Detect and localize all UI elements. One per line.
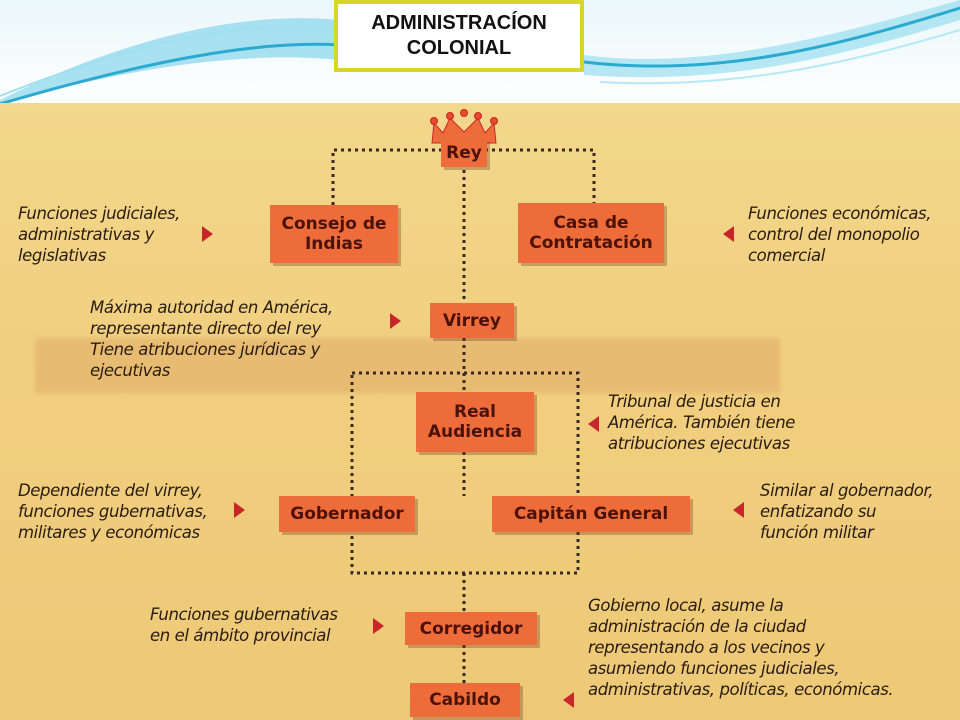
note-line: en el ámbito provincial <box>150 626 331 645</box>
arrow-right-icon <box>390 313 401 329</box>
note-line: funciones gubernativas, <box>18 502 208 521</box>
note-line: atribuciones ejecutivas <box>608 434 790 453</box>
note-line: Gobierno local, asume la <box>588 596 784 615</box>
arrow-right-icon <box>202 226 213 242</box>
note-cabildo <box>588 595 893 700</box>
note-line: asumiendo funciones judiciales, <box>588 659 840 678</box>
note-audiencia <box>608 391 795 454</box>
crown-icon <box>431 110 498 144</box>
node-casa-de-contratacion <box>518 203 664 263</box>
note-line: administrativas, políticas, económicas. <box>588 680 894 699</box>
node-casa-label-2: Contratación <box>529 233 653 253</box>
arrow-right-icon <box>373 618 384 634</box>
node-capitan-label: Capitán General <box>513 504 669 524</box>
note-line: administración de la ciudad <box>588 617 806 636</box>
note-gobernador <box>18 480 207 543</box>
note-capitan <box>760 480 933 543</box>
note-line: Funciones económicas, <box>748 204 932 223</box>
node-real-audiencia <box>416 392 534 452</box>
note-casa <box>748 203 931 266</box>
note-line: representando a los vecinos y <box>588 638 825 657</box>
note-line: Funciones judiciales, <box>18 204 180 223</box>
note-line: ejecutivas <box>90 361 170 380</box>
note-consejo <box>18 203 180 266</box>
note-virrey <box>90 297 333 381</box>
note-line: militares y económicas <box>18 523 200 542</box>
node-casa-label-1: Casa de <box>553 213 629 233</box>
note-line: Máxima autoridad en América, <box>90 298 333 317</box>
node-gobernador-label: Gobernador <box>290 504 404 524</box>
node-virrey <box>430 303 514 338</box>
note-line: legislativas <box>18 246 106 265</box>
arrow-right-icon <box>234 502 245 518</box>
node-audiencia-label-1: Real <box>454 402 496 422</box>
node-rey-label: Rey <box>446 143 482 163</box>
note-line: América. También tiene <box>608 413 796 432</box>
note-line: Tiene atribuciones jurídicas y <box>90 340 321 359</box>
note-line: comercial <box>748 246 825 265</box>
note-line: control del monopolio <box>748 225 920 244</box>
note-corregidor <box>150 604 338 646</box>
node-gobernador <box>279 496 415 532</box>
note-line: Dependiente del virrey, <box>18 481 203 500</box>
node-consejo-label-1: Consejo de <box>281 214 387 234</box>
note-line: representante directo del rey <box>90 319 321 338</box>
note-line: función militar <box>760 523 874 542</box>
note-line: Tribunal de justicia en <box>608 392 781 411</box>
node-capitan-general <box>492 496 690 532</box>
node-cabildo <box>410 683 520 717</box>
node-corregidor-label: Corregidor <box>419 618 523 639</box>
node-cabildo-label: Cabildo <box>429 690 501 710</box>
arrow-left-icon <box>563 692 574 708</box>
arrow-left-icon <box>733 502 744 518</box>
arrow-left-icon <box>588 416 599 432</box>
node-consejo-label-2: Indias <box>304 234 363 254</box>
note-line: Funciones gubernativas <box>150 605 338 624</box>
node-rey <box>441 139 487 167</box>
arrow-left-icon <box>723 226 734 242</box>
node-corregidor <box>405 612 537 645</box>
note-line: enfatizando su <box>760 502 877 521</box>
title-line-2: COLONIAL <box>406 37 512 59</box>
node-consejo-de-indias <box>270 205 398 263</box>
note-line: Similar al gobernador, <box>760 481 934 500</box>
note-line: administrativas y <box>18 225 154 244</box>
node-audiencia-label-2: Audiencia <box>427 422 523 442</box>
title-line-1: ADMINISTRACÍON <box>371 12 547 34</box>
node-virrey-label: Virrey <box>442 310 502 331</box>
